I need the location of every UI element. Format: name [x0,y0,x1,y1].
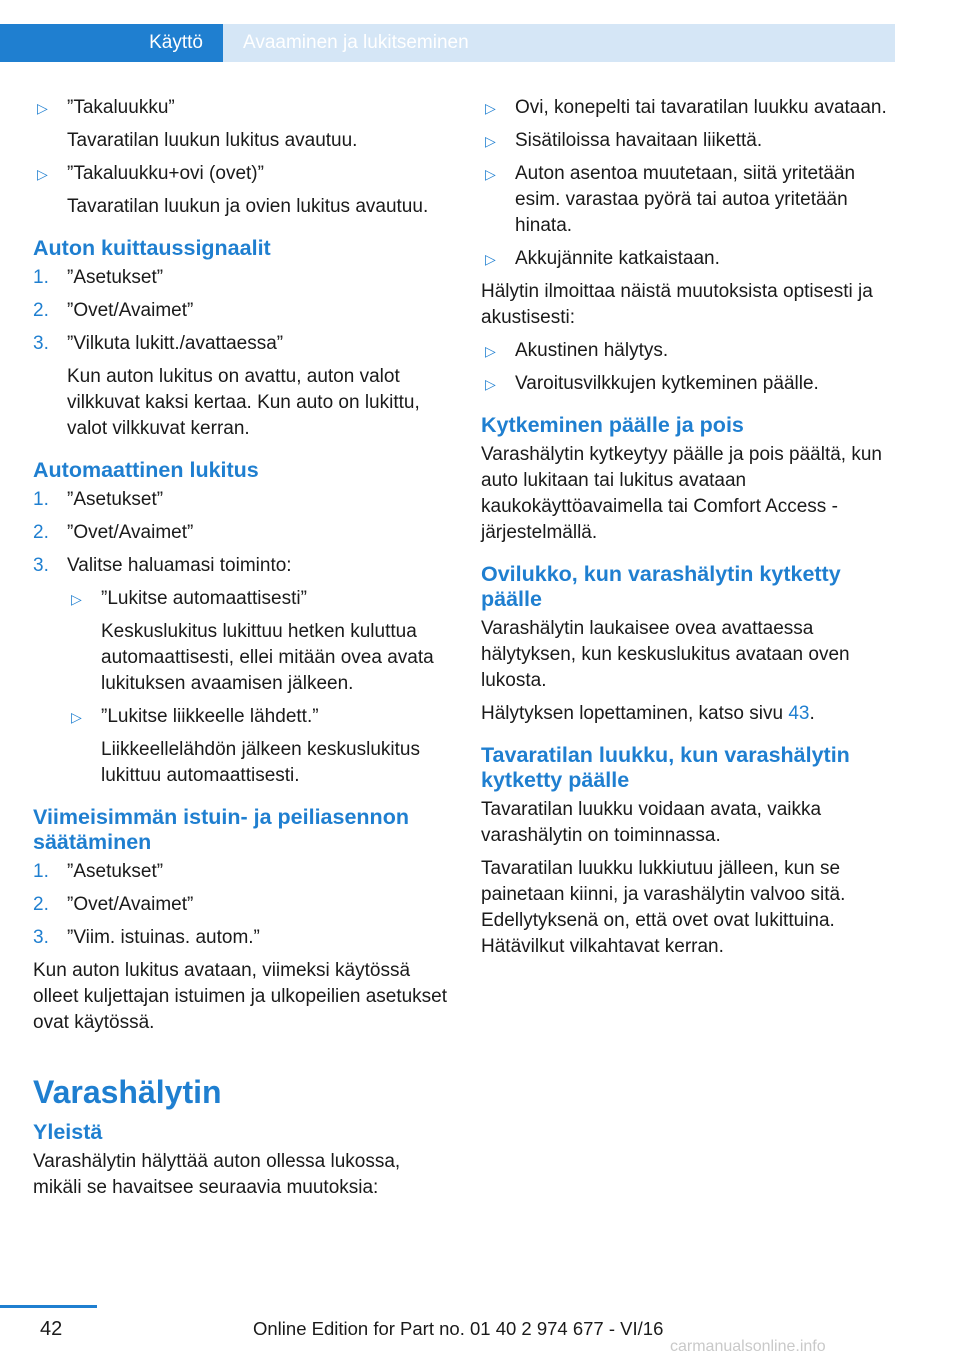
list-item [67,704,451,789]
page-number: 42 [40,1318,63,1340]
step-text: ”Ovet/Avaimet” [67,894,194,915]
change-text: Akkujännite katkaistaan. [515,248,720,269]
step-item [33,925,451,951]
step-item [33,298,451,324]
change-text: Ovi, konepelti tai tavaratilan luukku avataan. [515,97,887,118]
triangle-bullet-icon: ▷ [71,591,82,607]
changes-list [481,95,897,272]
change-text: Sisätiloissa havaitaan liikettä. [515,130,763,151]
change-text: Auton asentoa muutetaan, siitä yritetään esim. varastaa pyörä tai autoa yritetään hinata. [515,163,856,236]
step-number: 2. [33,522,49,543]
autolock-heading: Automaattinen lukitus [33,458,259,482]
option-description: Keskuslukitus lukittuu hetken kuluttua automaattisesti, ellei mitään ovea avata lukituksen avaamisen jälkeen. [101,621,434,694]
step-number: 2. [33,894,49,915]
triangle-bullet-icon: ▷ [485,100,496,116]
step-item [33,487,451,513]
option-label: ”Takaluukku+ovi (ovet)” [67,163,264,184]
option-label: ”Lukitse automaattisesti” [101,588,307,609]
tailgate-text-1: Tavaratilan luukku voidaan avata, vaikka varashälytin on toiminnassa. [481,799,822,846]
door-lock-heading: Ovilukko, kun varashälytin kytketty päälle [481,562,841,611]
watermark: carmanualsonline.info [670,1338,826,1355]
triangle-bullet-icon: ▷ [37,100,48,116]
list-item [33,161,451,220]
signals-heading: Auton kuittaussignaalit [33,236,271,260]
step-number: 1. [33,861,49,882]
step-number: 3. [33,555,49,576]
autolock-steps [33,487,451,789]
step-text: ”Asetukset” [67,489,164,510]
step-text: ”Ovet/Avaimet” [67,522,194,543]
stop-alarm-end: . [809,703,815,724]
list-item [481,371,897,397]
indicators-list [481,338,897,397]
step-item [33,520,451,546]
triangle-bullet-icon: ▷ [71,709,82,725]
step-number: 2. [33,300,49,321]
step-item [33,265,451,291]
step-text: ”Vilkuta lukitt./avattaessa” [67,333,284,354]
step-item [33,553,451,789]
seat-text: Kun auton lukitus avataan, viimeksi käytössä olleet kuljettajan istuimen ja ulkopeilien asetukset ovat käytössä. [33,960,448,1033]
list-item [481,128,897,154]
seat-steps [33,859,451,951]
tailgate-text-2: Tavaratilan luukku lukkiutuu jälleen, kun se painetaan kiinni, ja varashälytin valvoo sitä. Edellytyksenä on, että ovet ovat lukittuina. Hätävilkut vilkahtavat kerran. [481,858,846,957]
step-text: ”Viim. istuinas. autom.” [67,927,260,948]
step-text: ”Asetukset” [67,267,164,288]
triangle-bullet-icon: ▷ [485,343,496,359]
signals-steps [33,265,451,442]
indicator-text: Varoitusvilkkujen kytkeminen päälle. [515,373,819,394]
triangle-bullet-icon: ▷ [485,166,496,182]
step-text: ”Ovet/Avaimet” [67,300,194,321]
onoff-text: Varashälytin kytkeytyy päälle ja pois päältä, kun auto lukitaan tai lukitus avataan kaukokäyttöavaimella tai Comfort Access -järjestelmällä. [481,444,882,543]
step-description: Kun auton lukitus on avattu, auton valot vilkkuvat kaksi kertaa. Kun auto on lukittu, valot vilkkuvat kerran. [67,366,420,439]
step-text: ”Asetukset” [67,861,164,882]
section-tab[interactable]: Avaaminen ja lukitseminen [223,24,895,62]
triangle-bullet-icon: ▷ [485,251,496,267]
list-item [481,338,897,364]
general-heading: Yleistä [33,1120,103,1144]
list-item [481,95,897,121]
page-reference-link[interactable]: 43 [788,703,810,724]
alarm-title: Varashälytin [33,1074,222,1110]
footer-rule [0,1305,97,1308]
step-number: 1. [33,489,49,510]
stop-alarm-text [481,701,897,727]
triangle-bullet-icon: ▷ [485,376,496,392]
chapter-tab[interactable]: Käyttö [0,24,223,62]
triangle-bullet-icon: ▷ [485,133,496,149]
page-header [0,0,960,62]
list-item [481,246,897,272]
stop-alarm-label: Hälytyksen lopettaminen, katso sivu [481,703,784,724]
list-item [33,95,451,154]
onoff-heading: Kytkeminen päälle ja pois [481,413,744,437]
list-item [67,586,451,697]
step-item [33,859,451,885]
edition-text: Online Edition for Part no. 01 40 2 974 677 - VI/16 [253,1318,664,1339]
step-item [33,331,451,442]
door-lock-text: Varashälytin laukaisee ovea avattaessa hälytyksen, kun keskuslukitus avataan oven lukosta. [481,618,850,691]
left-column [33,95,451,1208]
step-number: 3. [33,333,49,354]
step-number: 3. [33,927,49,948]
option-description: Tavaratilan luukun ja ovien lukitus avautuu. [67,196,429,217]
option-label: ”Takaluukku” [67,97,175,118]
indicator-text: Akustinen hälytys. [515,340,669,361]
tailgate-heading: Tavaratilan luukku, kun varashälytin kytketty päälle [481,743,850,792]
autolock-options-list [67,586,451,789]
tailgate-options-list [33,95,451,220]
step-number: 1. [33,267,49,288]
triangle-bullet-icon: ▷ [37,166,48,182]
option-description: Liikkeellelähdön jälkeen keskuslukitus lukittuu automaattisesti. [101,739,420,786]
list-item [481,161,897,239]
option-description: Tavaratilan luukun lukitus avautuu. [67,130,358,151]
step-text: Valitse haluamasi toiminto: [67,555,292,576]
right-column [481,95,897,967]
indicates-text: Hälytin ilmoittaa näistä muutoksista optisesti ja akustisesti: [481,281,873,328]
option-label: ”Lukitse liikkeelle lähdett.” [101,706,319,727]
step-item [33,892,451,918]
seat-heading: Viimeisimmän istuin- ja peiliasennon säätäminen [33,805,409,854]
general-text: Varashälytin hälyttää auton ollessa lukossa, mikäli se havaitsee seuraavia muutoksia: [33,1151,401,1198]
